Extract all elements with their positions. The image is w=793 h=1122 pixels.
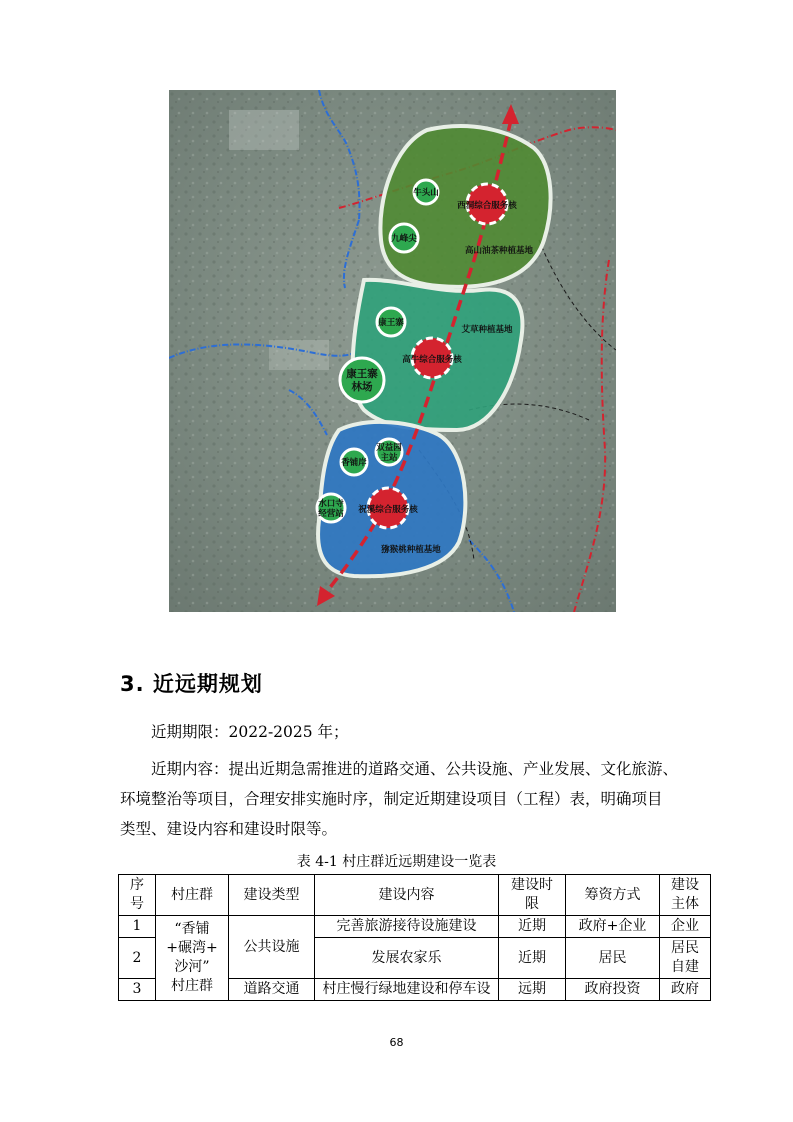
page-number: 68 (389, 1036, 404, 1049)
table-caption: 表 4-1 村庄群近远期建设一览表 (296, 854, 497, 870)
header-group: 村庄群 (156, 875, 229, 916)
header-content: 建设内容 (315, 875, 499, 916)
construction-table (118, 874, 711, 1001)
site-jiufengchang (390, 224, 418, 252)
content-paragraph-line-2: 环境整治等项目，合理安排实施时序，制定近期建设项目（工程）表，明确项目 (120, 790, 663, 808)
svg-text:林场: 林场 (351, 381, 373, 393)
svg-text:经营站: 经营站 (318, 509, 344, 519)
svg-text:九峰尖: 九峰尖 (391, 234, 417, 244)
cell-seq: 3 (119, 979, 156, 1001)
cell-subject: 政府 (660, 979, 711, 1001)
site-xiangpu (341, 449, 367, 475)
content-paragraph-line-1: 近期内容：提出近期急需推进的道路交通、公共设施、产业发展、文化旅游、 (151, 760, 679, 778)
content-paragraph-line-3: 类型、建设内容和建设时限等。 (120, 820, 338, 838)
site-shuangshan (376, 439, 402, 465)
period-paragraph: 近期期限：2022-2025 年； (151, 723, 349, 741)
svg-text:牛头山: 牛头山 (413, 188, 439, 198)
cell-seq: 2 (119, 938, 156, 979)
cell-funding: 政府投资 (566, 979, 660, 1001)
terrain-light-patch (269, 340, 329, 370)
site-kangwangzhai (340, 358, 384, 402)
terrain-light-patch (229, 110, 299, 150)
svg-text:康王寨: 康王寨 (346, 368, 378, 380)
section-heading (120, 668, 263, 698)
cell-group: “香铺 +碾湾+ 沙河” 村庄群 (156, 916, 229, 1001)
svg-text:康王寨: 康王寨 (378, 318, 404, 328)
header-period: 建设时 限 (499, 875, 566, 916)
site-shuikou (317, 494, 345, 522)
header-seq: 序 号 (119, 875, 156, 916)
cell-content: 发展农家乐 (315, 938, 499, 979)
cell-type: 道路交通 (229, 979, 315, 1001)
cell-period: 近期 (499, 938, 566, 979)
header-subject: 建设 主体 (660, 875, 711, 916)
section-title: 近远期规划 (152, 672, 263, 696)
header-type: 建设类型 (229, 875, 315, 916)
aicao-base-label: 艾草种植基地 (461, 325, 513, 335)
cell-funding: 居民 (566, 938, 660, 979)
cell-period: 远期 (499, 979, 566, 1001)
cell-seq: 1 (119, 916, 156, 938)
cell-type-public: 公共设施 (229, 916, 315, 979)
core-zhuxi-label: 祝溪综合服务核 (358, 505, 418, 515)
planning-map (169, 90, 616, 612)
svg-text:香铺岸: 香铺岸 (341, 458, 367, 468)
cell-subject: 企业 (660, 916, 711, 938)
svg-text:水口寺: 水口寺 (318, 499, 344, 509)
header-funding: 筹资方式 (566, 875, 660, 916)
svg-text:双益园: 双益园 (376, 443, 402, 453)
cell-content: 完善旅游接待设施建设 (315, 916, 499, 938)
core-xidong-label: 西洞综合服务核 (457, 201, 517, 211)
svg-text:主站: 主站 (380, 453, 398, 463)
map-svg (169, 90, 616, 612)
cell-period: 近期 (499, 916, 566, 938)
core-gaoniu-label: 高牛综合服务核 (402, 355, 462, 365)
site-niutoushan (413, 180, 439, 204)
cell-content: 村庄慢行绿地建设和停车设 (315, 979, 499, 1001)
site-heiwangzhai (377, 308, 405, 336)
section-number: 3. (120, 672, 145, 696)
table-header-row (119, 875, 711, 916)
tea-base-label: 高山油茶种植基地 (464, 246, 534, 256)
kiwi-base-label: 猕猴桃种植基地 (381, 545, 441, 555)
table-row (119, 916, 711, 938)
cell-funding: 政府+企业 (566, 916, 660, 938)
cell-subject: 居民 自建 (660, 938, 711, 979)
